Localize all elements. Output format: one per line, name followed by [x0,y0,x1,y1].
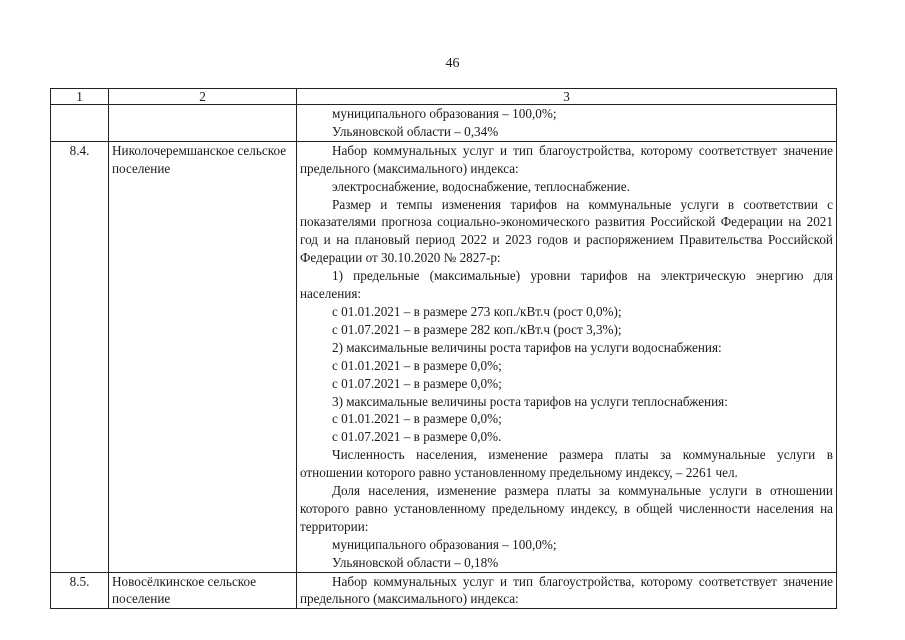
column-header: 2 [109,89,297,105]
paragraph: Набор коммунальных услуг и тип благоустройства, которому соответствует значение предельного (максимального) индекса: [300,573,833,607]
paragraph: Набор коммунальных услуг и тип благоустройства, которому соответствует значение предельного (максимального) индекса: [300,142,833,176]
paragraph: 3) максимальные величины роста тарифов на услуги теплоснабжения: [332,393,728,409]
settlement-name: Николочеремшанское сельское поселение [109,141,297,572]
paragraph: Ульяновской области – 0,34% [332,123,499,139]
row-number [51,105,109,142]
paragraph: с 01.01.2021 – в размере 273 коп./кВт.ч (рост 0,0%); [332,303,622,319]
row-number: 8.4. [51,141,109,572]
paragraph: с 01.07.2021 – в размере 282 коп./кВт.ч (рост 3,3%); [332,321,622,337]
table-row [51,141,837,572]
paragraph: муниципального образования – 100,0%; [332,536,557,552]
table-header-row [51,89,837,105]
paragraph: Ульяновской области – 0,18% [332,554,499,570]
settlement-name [109,105,297,142]
paragraph: 2) максимальные величины роста тарифов на услуги водоснабжения: [332,339,722,355]
tariff-description [297,105,837,142]
tariff-description [297,572,837,609]
column-header: 3 [297,89,837,105]
paragraph: 1) предельные (максимальные) уровни тарифов на электрическую энергию для населения: [300,268,833,302]
paragraph: Доля населения, изменение размера платы за коммунальные услуги в отношении которого равно установленному предельному индексу, в общей численности населения на территории: [300,483,833,534]
settlement-name: Новосёлкинское сельское поселение [109,572,297,609]
paragraph: с 01.07.2021 – в размере 0,0%; [332,375,502,391]
column-header: 1 [51,89,109,105]
paragraph: с 01.01.2021 – в размере 0,0%; [332,357,502,373]
paragraph: Размер и темпы изменения тарифов на коммунальные услуги в соответствии с показателями прогноза социально-экономического развития Российской Федерации на 2021 год и на плановый период 2022 и 2023 годов и распоряжением Правительства Российской Федерации от 30.10.2020 № 2827-р: [300,196,833,266]
paragraph: муниципального образования – 100,0%; [332,106,557,121]
page-number: 46 [445,56,460,71]
tariff-table [50,88,837,609]
table-row [51,572,837,609]
paragraph: электроснабжение, водоснабжение, теплоснабжение. [332,178,630,194]
paragraph: с 01.07.2021 – в размере 0,0%. [332,429,502,445]
tariff-description [297,141,837,572]
row-number: 8.5. [51,572,109,609]
paragraph: Численность населения, изменение размера платы за коммунальные услуги в отношении которого равно установленному предельному индексу, – 2261 чел. [300,447,833,481]
paragraph: с 01.01.2021 – в размере 0,0%; [332,411,502,427]
table-row [51,105,837,142]
